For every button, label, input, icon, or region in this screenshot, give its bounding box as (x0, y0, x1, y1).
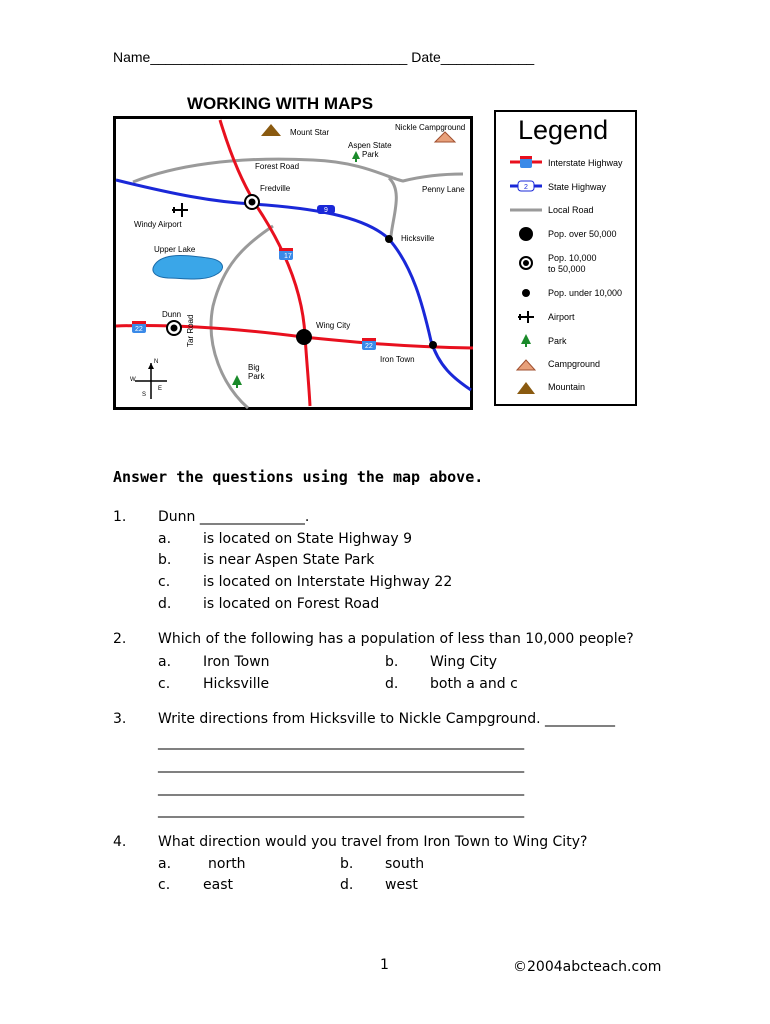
q1-letter-d: d. (158, 596, 172, 612)
q4-option-a[interactable]: north (208, 856, 246, 872)
map-drawing (113, 116, 473, 410)
q2-letter-a: a. (158, 654, 172, 670)
wing-city-marker (296, 329, 312, 345)
q4-option-d[interactable]: west (385, 877, 418, 893)
legend-item-pop-under: Pop. under 10,000 (548, 288, 623, 298)
q4-letter-d: d. (340, 877, 354, 893)
q2-text: Which of the following has a population of less than 10,000 people? (158, 631, 634, 647)
label-wing-city: Wing City (316, 321, 351, 330)
legend-item-local-road: Local Road (548, 205, 594, 215)
legend-item-airport: Airport (548, 312, 575, 322)
shield-9-label: 9 (324, 207, 328, 214)
q1-option-b[interactable]: is near Aspen State Park (203, 552, 375, 568)
interstate-shield-icon (510, 156, 542, 168)
label-penny-lane: Penny Lane (422, 185, 465, 194)
compass-s: S (142, 392, 147, 398)
large-dot-icon (519, 227, 533, 241)
legend-state-shield-number: 2 (524, 184, 528, 191)
q3-answer-line[interactable]: _______________________________________________________ (158, 734, 524, 750)
label-upper-lake: Upper Lake (154, 245, 196, 254)
name-date-row (113, 49, 658, 65)
campground-icon (435, 132, 455, 142)
ringed-dot-icon (520, 257, 532, 269)
q3-answer-line[interactable]: _______________________________________________________ (158, 802, 524, 818)
q4-letter-c: c. (158, 877, 171, 893)
tree-icon (521, 334, 531, 347)
label-dunn: Dunn (162, 310, 182, 319)
state-highway-9 (116, 180, 471, 390)
hicksville-marker (385, 235, 393, 243)
label-tar-road: Tar Road (186, 314, 195, 347)
label-iron-town: Iron Town (380, 355, 415, 364)
q4-number: 4. (113, 834, 127, 850)
legend-item-pop-over: Pop. over 50,000 (548, 229, 617, 239)
legend-item-state: State Highway (548, 182, 607, 192)
legend-title: Legend (518, 115, 609, 145)
label-big-park: Park (248, 372, 265, 381)
compass-w: W (130, 377, 136, 383)
label-aspen-park: Park (362, 150, 379, 159)
q3-text[interactable]: Write directions from Hicksville to Nickle Campground. __________ (158, 711, 616, 727)
q3-answer-line[interactable]: _______________________________________________________ (158, 780, 524, 796)
shield-22b-label: 22 (365, 343, 373, 350)
iron-town-marker (429, 341, 437, 349)
compass-n: N (154, 359, 159, 365)
q1-number: 1. (113, 509, 127, 525)
q2-number: 2. (113, 631, 127, 647)
legend-icons (508, 150, 544, 400)
legend-item-pop-mid: Pop. 10,000 (548, 253, 597, 263)
label-hicksville: Hicksville (401, 234, 435, 243)
label-windy-airport: Windy Airport (134, 220, 182, 229)
compass-e: E (158, 386, 163, 392)
tent-icon (517, 360, 535, 370)
airplane-icon (518, 311, 534, 323)
q1-option-c[interactable]: is located on Interstate Highway 22 (203, 574, 453, 590)
compass-icon (135, 363, 167, 399)
legend-item-park: Park (548, 336, 567, 346)
small-dot-icon (522, 289, 530, 297)
label-aspen-state: Aspen State (348, 141, 392, 150)
mountain-icon (517, 382, 535, 394)
q1-letter-a: a. (158, 531, 172, 547)
big-park-icon (232, 375, 242, 385)
date-label: Date (411, 49, 441, 65)
label-forest-road: Forest Road (255, 162, 300, 171)
q1-text[interactable]: Dunn _______________. (158, 509, 310, 525)
label-nickle-campground: Nickle Campground (395, 123, 466, 132)
q2-option-c[interactable]: Hicksville (203, 676, 270, 692)
label-mount-star: Mount Star (290, 128, 330, 137)
q3-answer-line[interactable]: _______________________________________________________ (158, 757, 524, 773)
instructions: Answer the questions using the map above. (113, 468, 484, 486)
page-title: WORKING WITH MAPS (187, 94, 374, 113)
q3-number: 3. (113, 711, 127, 727)
local-road-penny (389, 178, 396, 236)
name-label: Name (113, 49, 151, 65)
q2-letter-c: c. (158, 676, 171, 692)
legend-item-interstate: Interstate Highway (548, 158, 623, 168)
q2-option-a[interactable]: Iron Town (203, 654, 270, 670)
legend-item-campground: Campground (548, 359, 601, 369)
q4-option-b[interactable]: south (385, 856, 425, 872)
q2-letter-b: b. (385, 654, 399, 670)
q4-letter-a: a. (158, 856, 172, 872)
q4-letter-b: b. (340, 856, 354, 872)
name-blank[interactable]: _________________________________ (150, 49, 408, 65)
shield-17-label: 17 (284, 253, 292, 260)
label-big: Big (248, 363, 260, 372)
q2-letter-d: d. (385, 676, 399, 692)
date-blank[interactable]: ____________ (440, 49, 535, 65)
aspen-park-icon (352, 151, 360, 159)
shield-22a-label: 22 (135, 326, 143, 333)
mount-star-icon (261, 124, 281, 136)
page-number: 1 (380, 957, 389, 973)
q4-option-c[interactable]: east (203, 877, 233, 893)
q2-option-d[interactable]: both a and c (430, 676, 518, 692)
q1-option-d[interactable]: is located on Forest Road (203, 596, 380, 612)
q1-option-a[interactable]: is located on State Highway 9 (203, 531, 413, 547)
upper-lake (153, 256, 223, 280)
q4-text: What direction would you travel from Iron Town to Wing City? (158, 834, 588, 850)
label-fredville: Fredville (260, 184, 291, 193)
airport-icon (172, 203, 188, 217)
q1-letter-c: c. (158, 574, 171, 590)
copyright: ©2004abcteach.com (513, 959, 662, 975)
legend-item-mountain: Mountain (548, 382, 586, 392)
legend-item-pop-mid-2: to 50,000 (548, 264, 586, 274)
q2-option-b[interactable]: Wing City (430, 654, 498, 670)
q1-letter-b: b. (158, 552, 172, 568)
